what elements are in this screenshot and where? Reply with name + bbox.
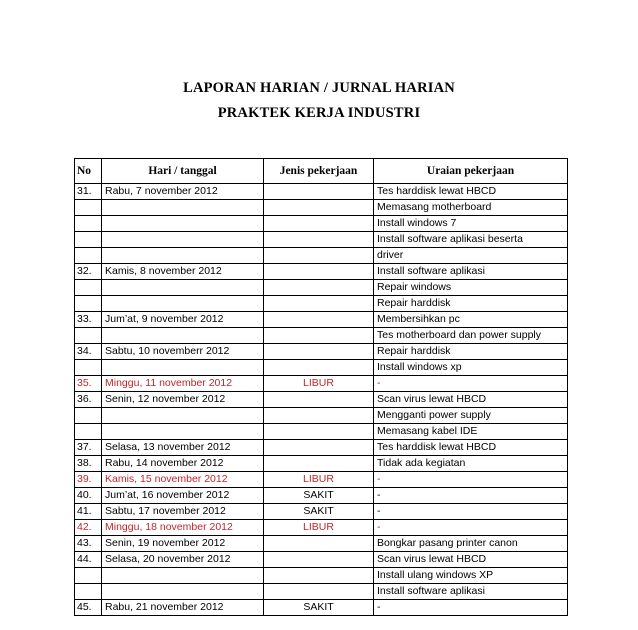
cell-day: Sabtu, 17 november 2012 [102, 504, 264, 520]
cell-day: Minggu, 18 november 2012 [102, 520, 264, 536]
cell-day: Selasa, 20 november 2012 [102, 552, 264, 568]
table-row [75, 200, 568, 216]
cell-day: Sabtu, 10 novemberr 2012 [102, 344, 264, 360]
cell-day [102, 280, 264, 296]
cell-job [264, 456, 374, 472]
cell-desc: - [374, 520, 568, 536]
table-row [75, 440, 568, 456]
cell-job: LIBUR [264, 472, 374, 488]
table-row [75, 504, 568, 520]
table-header-row [75, 159, 568, 184]
cell-desc: - [374, 376, 568, 392]
cell-desc: Bongkar pasang printer canon [374, 536, 568, 552]
cell-no: 35. [75, 376, 102, 392]
column-header-job: Jenis pekerjaan [264, 159, 374, 184]
cell-desc: Memasang motherboard [374, 200, 568, 216]
cell-job [264, 264, 374, 280]
cell-day [102, 328, 264, 344]
table-row [75, 584, 568, 600]
cell-job: LIBUR [264, 376, 374, 392]
cell-desc: Membersihkan pc [374, 312, 568, 328]
cell-no: 45. [75, 600, 102, 616]
cell-no [75, 296, 102, 312]
cell-no: 39. [75, 472, 102, 488]
cell-job [264, 232, 374, 248]
column-header-desc: Uraian pekerjaan [374, 159, 568, 184]
cell-desc: Scan virus lewat HBCD [374, 392, 568, 408]
table-row [75, 536, 568, 552]
cell-no: 44. [75, 552, 102, 568]
cell-day [102, 584, 264, 600]
cell-job [264, 584, 374, 600]
cell-day: Kamis, 8 november 2012 [102, 264, 264, 280]
cell-day: Selasa, 13 november 2012 [102, 440, 264, 456]
cell-desc: Install ulang windows XP [374, 568, 568, 584]
cell-desc: Repair windows [374, 280, 568, 296]
report-title: LAPORAN HARIAN / JURNAL HARIAN [183, 80, 455, 96]
cell-day [102, 568, 264, 584]
cell-job [264, 408, 374, 424]
report-subtitle: PRAKTEK KERJA INDUSTRI [217, 105, 421, 121]
cell-job: SAKIT [264, 600, 374, 616]
table-row [75, 520, 568, 536]
table-row [75, 408, 568, 424]
cell-job [264, 440, 374, 456]
table-row [75, 568, 568, 584]
cell-no [75, 328, 102, 344]
table-row [75, 392, 568, 408]
cell-no: 32. [75, 264, 102, 280]
cell-day: Jum’at, 16 november 2012 [102, 488, 264, 504]
cell-desc: Mengganti power supply [374, 408, 568, 424]
cell-no [75, 408, 102, 424]
cell-desc: driver [374, 248, 568, 264]
cell-job [264, 328, 374, 344]
cell-job [264, 312, 374, 328]
cell-desc: Tes harddisk lewat HBCD [374, 440, 568, 456]
cell-desc: Scan virus lewat HBCD [374, 552, 568, 568]
cell-no [75, 200, 102, 216]
cell-day: Minggu, 11 november 2012 [102, 376, 264, 392]
cell-day [102, 360, 264, 376]
cell-no: 36. [75, 392, 102, 408]
cell-no: 33. [75, 312, 102, 328]
table-row [75, 328, 568, 344]
table-row [75, 344, 568, 360]
cell-no [75, 584, 102, 600]
cell-job [264, 280, 374, 296]
table-row [75, 376, 568, 392]
cell-desc: Repair harddisk [374, 344, 568, 360]
cell-no [75, 248, 102, 264]
cell-day: Senin, 19 november 2012 [102, 536, 264, 552]
table-row [75, 360, 568, 376]
table-row [75, 184, 568, 200]
cell-day: Jum’at, 9 november 2012 [102, 312, 264, 328]
cell-no: 40. [75, 488, 102, 504]
cell-desc: Tes harddisk lewat HBCD [374, 184, 568, 200]
table-row [75, 248, 568, 264]
column-header-no: No [75, 159, 102, 184]
cell-job [264, 184, 374, 200]
table-row [75, 472, 568, 488]
cell-job [264, 248, 374, 264]
cell-day: Rabu, 21 november 2012 [102, 600, 264, 616]
cell-no: 42. [75, 520, 102, 536]
table-row [75, 424, 568, 440]
table-row [75, 216, 568, 232]
cell-job [264, 344, 374, 360]
cell-desc: Tidak ada kegiatan [374, 456, 568, 472]
cell-job [264, 536, 374, 552]
cell-no [75, 216, 102, 232]
journal-table [74, 158, 568, 616]
cell-day: Kamis, 15 november 2012 [102, 472, 264, 488]
cell-no: 34. [75, 344, 102, 360]
table-row [75, 552, 568, 568]
cell-no [75, 424, 102, 440]
cell-desc: Repair harddisk [374, 296, 568, 312]
cell-day: Senin, 12 november 2012 [102, 392, 264, 408]
cell-job [264, 296, 374, 312]
cell-no: 38. [75, 456, 102, 472]
cell-desc: - [374, 600, 568, 616]
cell-job: SAKIT [264, 488, 374, 504]
cell-desc: Install software aplikasi beserta [374, 232, 568, 248]
cell-day [102, 248, 264, 264]
table-row [75, 264, 568, 280]
cell-day [102, 200, 264, 216]
cell-no: 43. [75, 536, 102, 552]
cell-job [264, 424, 374, 440]
cell-job [264, 360, 374, 376]
cell-no: 37. [75, 440, 102, 456]
cell-day [102, 424, 264, 440]
cell-job [264, 392, 374, 408]
table-row [75, 456, 568, 472]
cell-day [102, 232, 264, 248]
cell-no [75, 232, 102, 248]
cell-desc: Install windows xp [374, 360, 568, 376]
cell-day [102, 216, 264, 232]
cell-desc: - [374, 488, 568, 504]
cell-desc: - [374, 504, 568, 520]
cell-desc: Install software aplikasi [374, 584, 568, 600]
table-row [75, 312, 568, 328]
cell-desc: - [374, 472, 568, 488]
cell-no [75, 280, 102, 296]
column-header-day: Hari / tanggal [102, 159, 264, 184]
table-row [75, 280, 568, 296]
cell-desc: Tes motherboard dan power supply [374, 328, 568, 344]
table-row [75, 488, 568, 504]
cell-job [264, 216, 374, 232]
cell-no [75, 568, 102, 584]
cell-desc: Install windows 7 [374, 216, 568, 232]
table-row [75, 232, 568, 248]
cell-day: Rabu, 7 november 2012 [102, 184, 264, 200]
table-row [75, 600, 568, 616]
cell-desc: Install software aplikasi [374, 264, 568, 280]
journal-table-body [75, 184, 568, 616]
cell-desc: Memasang kabel IDE [374, 424, 568, 440]
cell-job [264, 552, 374, 568]
cell-day [102, 296, 264, 312]
table-row [75, 296, 568, 312]
cell-no: 41. [75, 504, 102, 520]
cell-job: SAKIT [264, 504, 374, 520]
cell-job: LIBUR [264, 520, 374, 536]
cell-no: 31. [75, 184, 102, 200]
cell-job [264, 200, 374, 216]
cell-job [264, 568, 374, 584]
cell-day: Rabu, 14 november 2012 [102, 456, 264, 472]
cell-day [102, 408, 264, 424]
cell-no [75, 360, 102, 376]
